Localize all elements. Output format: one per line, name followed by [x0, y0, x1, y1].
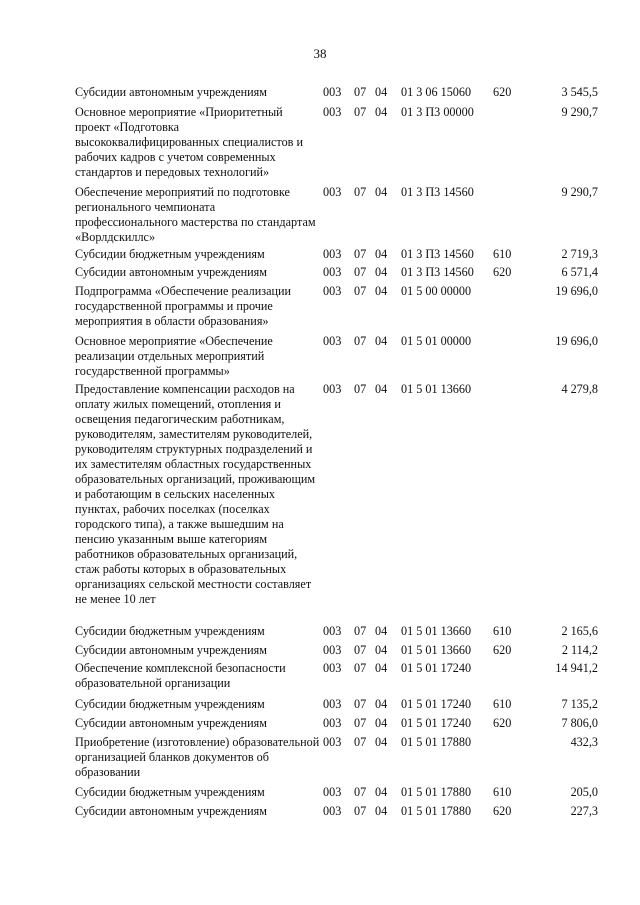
row-section: 07: [354, 804, 367, 818]
row-section: 07: [354, 697, 367, 711]
row-gov-code: 003: [323, 105, 342, 119]
row-gov-code: 003: [323, 624, 342, 638]
row-gov-code: 003: [323, 661, 342, 675]
row-amount: 2 165,6: [561, 624, 598, 638]
row-gov-code: 003: [323, 185, 342, 199]
row-subsection: 04: [375, 661, 388, 675]
row-subsection: 04: [375, 85, 388, 99]
row-name: Предоставление компенсации расходов на оплату жилых помещений, отопления и освещения педагогическим работникам, руководителям, заместителям руководителей, руководителям структурных подразделений и их заместителям областных государственных образовательных организаций, проживающим и работающим в сельских населенных пунктах, рабочих поселках (поселках городского типа), а также вышедшим на пенсию указанным выше категориям работников образовательных организаций, стаж работы которых в образовательных организациях сельской местности составляет не менее 10 лет: [75, 382, 316, 606]
row-target-article: 01 5 01 17240: [401, 661, 472, 675]
row-expense-type: 620: [493, 85, 512, 99]
row-subsection: 04: [375, 804, 388, 818]
row-expense-type: 620: [493, 804, 512, 818]
row-expense-type: 610: [493, 624, 512, 638]
row-subsection: 04: [375, 716, 388, 730]
row-subsection: 04: [375, 382, 388, 396]
row-subsection: 04: [375, 643, 388, 657]
row-amount: 432,3: [570, 735, 598, 749]
row-target-article: 01 5 01 13660: [401, 643, 472, 657]
row-subsection: 04: [375, 624, 388, 638]
row-name: Субсидии автономным учреждениям: [75, 265, 267, 279]
row-name: Основное мероприятие «Обеспечение реализации отдельных мероприятий государственной программы»: [75, 334, 273, 378]
page-number: 38: [313, 46, 327, 61]
row-name: Субсидии автономным учреждениям: [75, 716, 267, 730]
row-target-article: 01 5 01 17240: [401, 697, 472, 711]
row-amount: 227,3: [570, 804, 598, 818]
row-target-article: 01 5 01 17880: [401, 785, 472, 799]
row-section: 07: [354, 382, 367, 396]
row-name: Подпрограмма «Обеспечение реализации государственной программы и прочие мероприятия в области образования»: [75, 284, 292, 328]
row-section: 07: [354, 185, 367, 199]
row-gov-code: 003: [323, 716, 342, 730]
row-section: 07: [354, 643, 367, 657]
row-name: Субсидии бюджетным учреждениям: [75, 247, 265, 261]
row-expense-type: 610: [493, 785, 512, 799]
row-gov-code: 003: [323, 697, 342, 711]
row-gov-code: 003: [323, 382, 342, 396]
row-subsection: 04: [375, 284, 388, 298]
row-section: 07: [354, 624, 367, 638]
row-expense-type: 620: [493, 265, 512, 279]
row-amount: 9 290,7: [561, 185, 598, 199]
row-expense-type: 620: [493, 716, 512, 730]
row-section: 07: [354, 284, 367, 298]
row-amount: 3 545,5: [561, 85, 598, 99]
row-section: 07: [354, 265, 367, 279]
row-section: 07: [354, 247, 367, 261]
row-target-article: 01 5 01 17240: [401, 716, 472, 730]
row-gov-code: 003: [323, 85, 342, 99]
row-subsection: 04: [375, 265, 388, 279]
row-gov-code: 003: [323, 334, 342, 348]
row-name: Субсидии бюджетным учреждениям: [75, 624, 265, 638]
row-section: 07: [354, 105, 367, 119]
row-name: Субсидии автономным учреждениям: [75, 643, 267, 657]
row-name: Основное мероприятие «Приоритетный проект «Подготовка высококвалифицированных специалистов и рабочих кадров с учетом современных стандартов и передовых технологий»: [75, 105, 304, 179]
row-name: Обеспечение комплексной безопасности образовательной организации: [75, 661, 286, 690]
row-subsection: 04: [375, 185, 388, 199]
row-target-article: 01 3 06 15060: [401, 85, 472, 99]
row-expense-type: 610: [493, 697, 512, 711]
row-target-article: 01 3 П3 14560: [401, 185, 474, 199]
row-amount: 7 135,2: [561, 697, 598, 711]
row-gov-code: 003: [323, 804, 342, 818]
row-target-article: 01 5 01 17880: [401, 735, 472, 749]
row-gov-code: 003: [323, 643, 342, 657]
row-subsection: 04: [375, 247, 388, 261]
row-expense-type: 620: [493, 643, 512, 657]
row-name: Субсидии бюджетным учреждениям: [75, 785, 265, 799]
row-amount: 7 806,0: [561, 716, 598, 730]
row-amount: 205,0: [570, 785, 598, 799]
row-name: Обеспечение мероприятий по подготовке регионального чемпионата профессионального мастерства по стандартам «Ворлдскиллс»: [75, 185, 316, 244]
row-gov-code: 003: [323, 735, 342, 749]
row-amount: 9 290,7: [561, 105, 598, 119]
row-target-article: 01 5 01 13660: [401, 624, 472, 638]
row-target-article: 01 5 01 17880: [401, 804, 472, 818]
row-subsection: 04: [375, 697, 388, 711]
row-amount: 14 941,2: [555, 661, 598, 675]
row-target-article: 01 3 П3 14560: [401, 247, 474, 261]
row-section: 07: [354, 334, 367, 348]
row-amount: 2 719,3: [561, 247, 598, 261]
row-gov-code: 003: [323, 284, 342, 298]
row-name: Субсидии автономным учреждениям: [75, 85, 267, 99]
row-amount: 19 696,0: [555, 284, 598, 298]
row-target-article: 01 5 00 00000: [401, 284, 472, 298]
row-amount: 6 571,4: [561, 265, 598, 279]
row-section: 07: [354, 716, 367, 730]
row-subsection: 04: [375, 735, 388, 749]
row-section: 07: [354, 85, 367, 99]
row-section: 07: [354, 661, 367, 675]
row-target-article: 01 5 01 13660: [401, 382, 472, 396]
row-amount: 2 114,2: [561, 643, 598, 657]
row-name: Субсидии бюджетным учреждениям: [75, 697, 265, 711]
row-section: 07: [354, 735, 367, 749]
row-subsection: 04: [375, 785, 388, 799]
row-name: Приобретение (изготовление) образовательной организацией бланков документов об образовании: [75, 735, 320, 779]
row-amount: 4 279,8: [561, 382, 598, 396]
row-target-article: 01 3 П3 14560: [401, 265, 474, 279]
row-gov-code: 003: [323, 247, 342, 261]
row-gov-code: 003: [323, 265, 342, 279]
row-name: Субсидии автономным учреждениям: [75, 804, 267, 818]
row-section: 07: [354, 785, 367, 799]
row-expense-type: 610: [493, 247, 512, 261]
row-subsection: 04: [375, 105, 388, 119]
row-target-article: 01 5 01 00000: [401, 334, 472, 348]
row-gov-code: 003: [323, 785, 342, 799]
row-subsection: 04: [375, 334, 388, 348]
row-amount: 19 696,0: [555, 334, 598, 348]
row-target-article: 01 3 П3 00000: [401, 105, 474, 119]
